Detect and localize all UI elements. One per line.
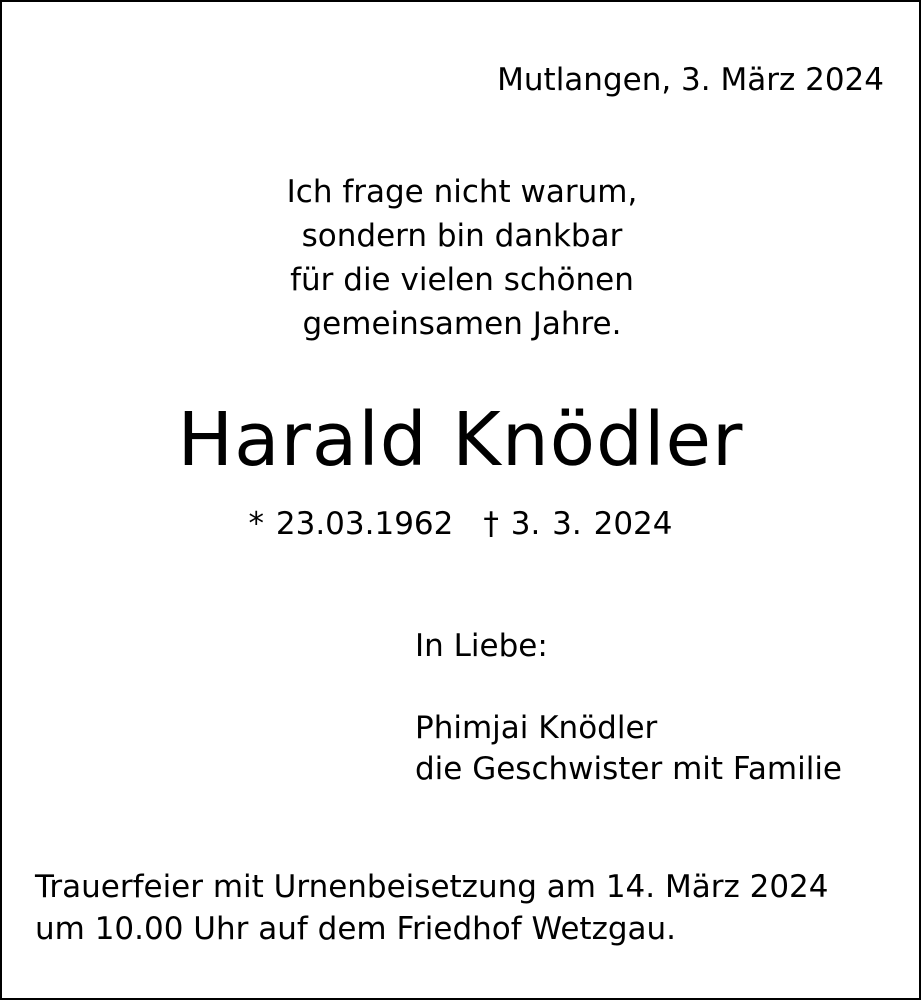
- funeral-service-info: [35, 866, 828, 950]
- motto-line: gemeinsamen Jahre.: [302, 306, 622, 342]
- deceased-name: Harald Knödler: [177, 397, 744, 483]
- place-and-date: Mutlangen, 3. März 2024: [497, 62, 884, 98]
- mourner-line: die Geschwister mit Familie: [415, 751, 843, 787]
- service-line: um 10.00 Uhr auf dem Friedhof Wetzgau.: [35, 911, 677, 947]
- service-line: Trauerfeier mit Urnenbeisetzung am 14. März 2024: [35, 869, 829, 905]
- birth-date: * 23.03.1962: [248, 506, 454, 542]
- mourners-intro: In Liebe:: [415, 628, 548, 664]
- life-dates: [2, 504, 919, 544]
- motto-verse: [162, 170, 762, 346]
- mourners-spacer: [415, 667, 842, 708]
- mourner-line: Phimjai Knödler: [415, 710, 658, 746]
- mourners-block: [415, 626, 842, 790]
- death-date: † 3. 3. 2024: [483, 506, 673, 542]
- motto-line: Ich frage nicht warum,: [286, 174, 638, 210]
- motto-line: sondern bin dankbar: [301, 218, 623, 254]
- motto-line: für die vielen schönen: [290, 262, 634, 298]
